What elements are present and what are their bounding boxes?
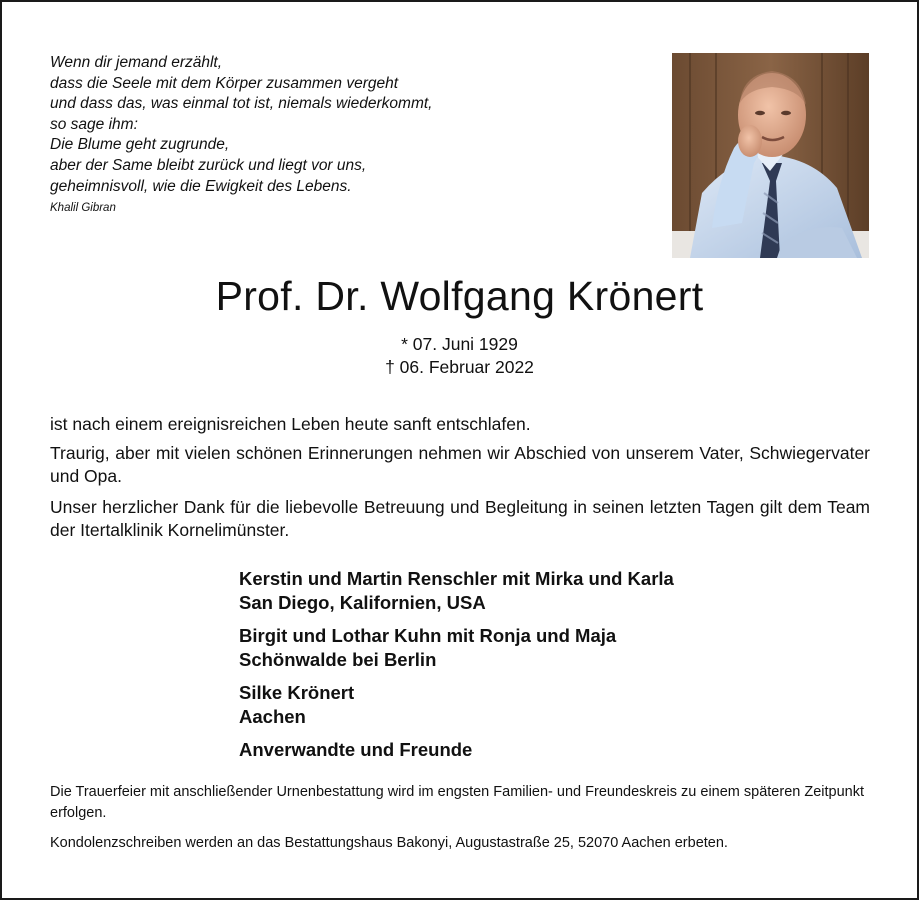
mourner-names: Silke Krönert: [239, 682, 355, 703]
body-paragraph: Traurig, aber mit vielen schönen Erinnerungen nehmen wir Abschied von unserem Vater, Schwiegervater und Opa.: [50, 443, 870, 486]
mourner-names: Kerstin und Martin Renschler mit Mirka und Karla: [239, 568, 674, 589]
deceased-name: Prof. Dr. Wolfgang Krönert: [215, 273, 704, 319]
quote-line: Wenn dir jemand erzählt,: [50, 54, 223, 71]
mourner-place: San Diego, Kalifornien, USA: [239, 592, 486, 613]
mourner-group: [239, 738, 859, 762]
quote-block: [50, 53, 610, 214]
condolence-note: Kondolenzschreiben werden an das Bestattungshaus Bakonyi, Augustastraße 25, 52070 Aachen erbeten.: [50, 835, 728, 851]
funeral-note: Die Trauerfeier mit anschließender Urnenbestattung wird im engsten Familien- und Freundeskreis zu einem späteren Zeitpunkt erfolgen.: [50, 784, 865, 821]
mourner-group: [239, 567, 859, 615]
mourner-place: Aachen: [239, 706, 306, 727]
quote-line: Die Blume geht zugrunde,: [50, 136, 230, 154]
mourner-group: [239, 681, 859, 729]
mourner-group: [239, 624, 859, 672]
portrait-photo: [672, 53, 869, 258]
quote-line: so sage ihm:: [50, 115, 138, 133]
quote-line: dass die Seele mit dem Körper zusammen vergeht: [50, 74, 399, 92]
birth-date: * 07. Juni 1929: [401, 334, 518, 354]
mourners-list: [239, 567, 859, 771]
mourner-names: Anverwandte und Freunde: [239, 739, 473, 760]
quote-line: aber der Same bleibt zurück und liegt vor uns,: [50, 156, 367, 174]
quote-line: und dass das, was einmal tot ist, niemals wiederkommt,: [50, 95, 433, 113]
body-paragraph: Unser herzlicher Dank für die liebevolle Betreuung und Begleitung in seinen letzten Tagen gilt dem Team der Itertalklinik Kornelimünster.: [50, 497, 870, 540]
mourner-place: Schönwalde bei Berlin: [239, 649, 437, 670]
quote-author: Khalil Gibran: [50, 202, 116, 215]
body-paragraph: ist nach einem ereignisreichen Leben heute sanft entschlafen.: [50, 414, 531, 434]
life-dates: [2, 333, 917, 379]
mourner-names: Birgit und Lothar Kuhn mit Ronja und Maja: [239, 625, 617, 646]
death-date: † 06. Februar 2022: [385, 357, 534, 377]
quote-line: geheimnisvoll, wie die Ewigkeit des Lebens.: [50, 177, 352, 195]
